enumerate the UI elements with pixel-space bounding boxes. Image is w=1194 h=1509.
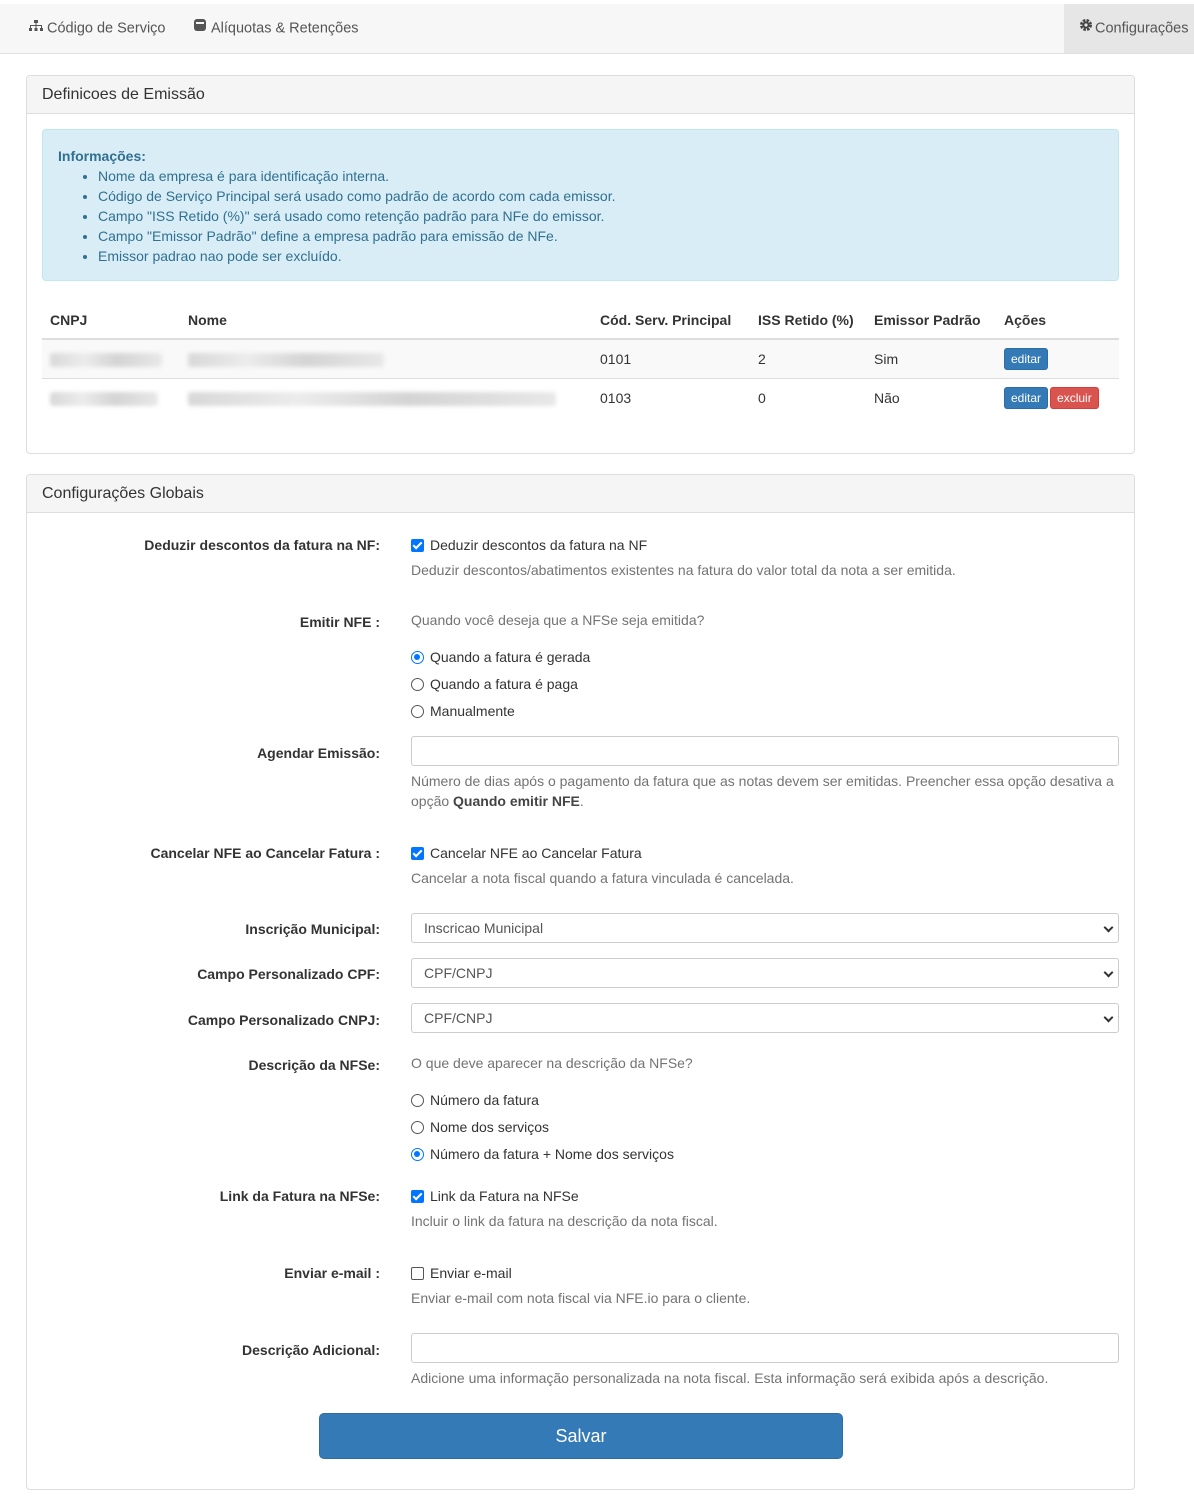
emissor-padrao-cell: Sim: [866, 339, 996, 378]
col-nome: Nome: [180, 301, 592, 339]
description-option-both[interactable]: [411, 1144, 674, 1164]
email-checkbox[interactable]: [411, 1263, 512, 1283]
cnpj-cell-redacted: [42, 339, 180, 378]
checkbox-unchecked-icon[interactable]: [411, 1267, 424, 1280]
cnpj-cell-redacted: [42, 378, 180, 417]
radio-icon[interactable]: [411, 705, 424, 718]
nome-cell-redacted: [180, 378, 592, 417]
delete-button[interactable]: excluir: [1050, 387, 1099, 409]
cnpj-label: Campo Personalizado CNPJ:: [187, 1012, 380, 1028]
description-option-invoice[interactable]: [411, 1090, 539, 1110]
cancel-checkbox-label: Cancelar NFE ao Cancelar Fatura: [430, 845, 642, 861]
emit-option-manual[interactable]: [411, 701, 515, 721]
cpf-label: Campo Personalizado CPF:: [197, 966, 380, 982]
tab-aliquotas-retencoes[interactable]: [193, 4, 359, 53]
schedule-input[interactable]: [411, 736, 1119, 766]
additional-help: Adicione uma informação personalizada na nota fiscal. Esta informação será exibida após a descrição.: [411, 1370, 1049, 1386]
top-nav: [0, 4, 1194, 54]
edit-button[interactable]: editar: [1004, 348, 1048, 370]
radio-label: Manualmente: [430, 703, 515, 719]
schedule-help: [411, 771, 1119, 811]
deduct-label: Deduzir descontos da fatura na NF:: [144, 537, 380, 553]
cpf-select-wrap: [411, 958, 1119, 988]
radio-label: Número da fatura + Nome dos serviços: [430, 1146, 674, 1162]
info-item: • Campo "ISS Retido (%)" será usado como retenção padrão para NFe do emissor.: [98, 206, 1103, 226]
sitemap-icon: [29, 4, 43, 53]
info-list: [58, 166, 1103, 266]
emit-option-generated[interactable]: [411, 647, 590, 667]
nome-cell-redacted: [180, 339, 592, 378]
cpf-select[interactable]: [411, 958, 1119, 988]
info-alert: [42, 129, 1119, 281]
info-title: Informações:: [58, 148, 146, 164]
description-question: O que deve aparecer na descrição da NFSe?: [411, 1055, 693, 1071]
additional-input[interactable]: [411, 1333, 1119, 1363]
chevron-down-icon: [1104, 968, 1114, 978]
actions-cell: [996, 378, 1119, 417]
municipal-label: Inscrição Municipal:: [245, 921, 380, 937]
cancel-help: Cancelar a nota fiscal quando a fatura vinculada é cancelada.: [411, 870, 794, 886]
municipal-select-value: Inscricao Municipal: [424, 920, 544, 936]
radio-icon[interactable]: [411, 1094, 424, 1107]
info-item: • Emissor padrao nao pode ser excluído.: [98, 246, 1103, 266]
checkbox-checked-icon[interactable]: [411, 1190, 424, 1203]
emit-question: Quando você deseja que a NFSe seja emitida?: [411, 612, 705, 628]
checkbox-checked-icon[interactable]: [411, 847, 424, 860]
email-help: Enviar e-mail com nota fiscal via NFE.io para o cliente.: [411, 1290, 751, 1306]
tab-codigo-servico[interactable]: [29, 4, 166, 53]
info-item: • Código de Serviço Principal será usado como padrão de acordo com cada emissor.: [98, 186, 1103, 206]
additional-label: Descrição Adicional:: [242, 1342, 380, 1358]
save-button[interactable]: Salvar: [319, 1413, 843, 1459]
tab-configuracoes[interactable]: [1064, 4, 1194, 53]
database-icon: [193, 4, 207, 53]
link-checkbox-label: Link da Fatura na NFSe: [430, 1188, 579, 1204]
col-cod-serv: Cód. Serv. Principal: [592, 301, 750, 339]
schedule-label: Agendar Emissão:: [257, 745, 380, 761]
actions-cell: [996, 339, 1119, 378]
cod-serv-cell: 0103: [592, 378, 750, 417]
radio-label: Nome dos serviços: [430, 1119, 550, 1135]
link-help: Incluir o link da fatura na descrição da nota fiscal.: [411, 1213, 718, 1229]
tab-label: Código de Serviço: [47, 20, 166, 37]
cancel-checkbox[interactable]: [411, 843, 642, 863]
schedule-input-wrap: [411, 736, 1119, 766]
info-item: • Campo "Emissor Padrão" define a empresa padrão para emissão de NFe.: [98, 226, 1103, 246]
col-cnpj: CNPJ: [42, 301, 180, 339]
radio-selected-icon[interactable]: [411, 1148, 424, 1161]
deduct-help: Deduzir descontos/abatimentos existentes na fatura do valor total da nota a ser emitida.: [411, 562, 956, 578]
tab-label: Configurações: [1095, 20, 1189, 37]
emit-label: Emitir NFE :: [299, 614, 380, 630]
additional-input-wrap: [411, 1333, 1119, 1363]
emit-option-paid[interactable]: [411, 674, 578, 694]
email-checkbox-label: Enviar e-mail: [430, 1265, 512, 1281]
cnpj-select-wrap: [411, 1003, 1119, 1033]
gear-icon: [1079, 4, 1093, 53]
radio-label: Quando a fatura é paga: [430, 676, 578, 692]
global-settings-title: Configurações Globais: [27, 475, 1134, 513]
emissor-padrao-cell: Não: [866, 378, 996, 417]
col-emissor-padrao: Emissor Padrão: [866, 301, 996, 339]
tab-label: Alíquotas & Retenções: [211, 20, 359, 37]
cnpj-select[interactable]: [411, 1003, 1119, 1033]
checkbox-checked-icon[interactable]: [411, 539, 424, 552]
schedule-help-end: .: [579, 793, 584, 809]
emission-panel-title: Definicoes de Emissão: [27, 76, 1134, 114]
link-label: Link da Fatura na NFSe:: [219, 1188, 380, 1204]
table-row: [42, 378, 1119, 417]
deduct-checkbox-label: Deduzir descontos da fatura na NF: [430, 537, 648, 553]
radio-selected-icon[interactable]: [411, 651, 424, 664]
radio-icon[interactable]: [411, 678, 424, 691]
cpf-select-value: CPF/CNPJ: [424, 965, 493, 981]
description-label: Descrição da NFSe:: [248, 1057, 380, 1073]
chevron-down-icon: [1104, 923, 1114, 933]
iss-cell: 2: [750, 339, 866, 378]
info-item: • Nome da empresa é para identificação interna.: [98, 166, 1103, 186]
iss-cell: 0: [750, 378, 866, 417]
cancel-label: Cancelar NFE ao Cancelar Fatura :: [150, 845, 380, 861]
emission-panel: [26, 75, 1135, 454]
link-checkbox[interactable]: [411, 1186, 579, 1206]
cod-serv-cell: 0101: [592, 339, 750, 378]
deduct-checkbox[interactable]: [411, 535, 647, 555]
radio-label: Número da fatura: [430, 1092, 539, 1108]
radio-icon[interactable]: [411, 1121, 424, 1134]
emitters-table: [42, 301, 1119, 417]
col-acoes: Ações: [996, 301, 1119, 339]
chevron-down-icon: [1104, 1013, 1114, 1023]
description-option-services[interactable]: [411, 1117, 549, 1137]
email-label: Enviar e-mail :: [284, 1265, 380, 1281]
cnpj-select-value: CPF/CNPJ: [424, 1010, 493, 1026]
table-row: [42, 339, 1119, 378]
edit-button[interactable]: editar: [1004, 387, 1048, 409]
municipal-select-wrap: [411, 913, 1119, 943]
global-settings-panel: [26, 474, 1135, 1490]
col-iss: ISS Retido (%): [750, 301, 866, 339]
schedule-help-bold: Quando emitir NFE: [453, 793, 580, 809]
municipal-select[interactable]: [411, 913, 1119, 943]
radio-label: Quando a fatura é gerada: [430, 649, 591, 665]
schedule-help-text: Número de dias após o pagamento da fatura que as notas devem ser emitidas. Preencher essa opção desativa a opção: [411, 773, 1114, 809]
